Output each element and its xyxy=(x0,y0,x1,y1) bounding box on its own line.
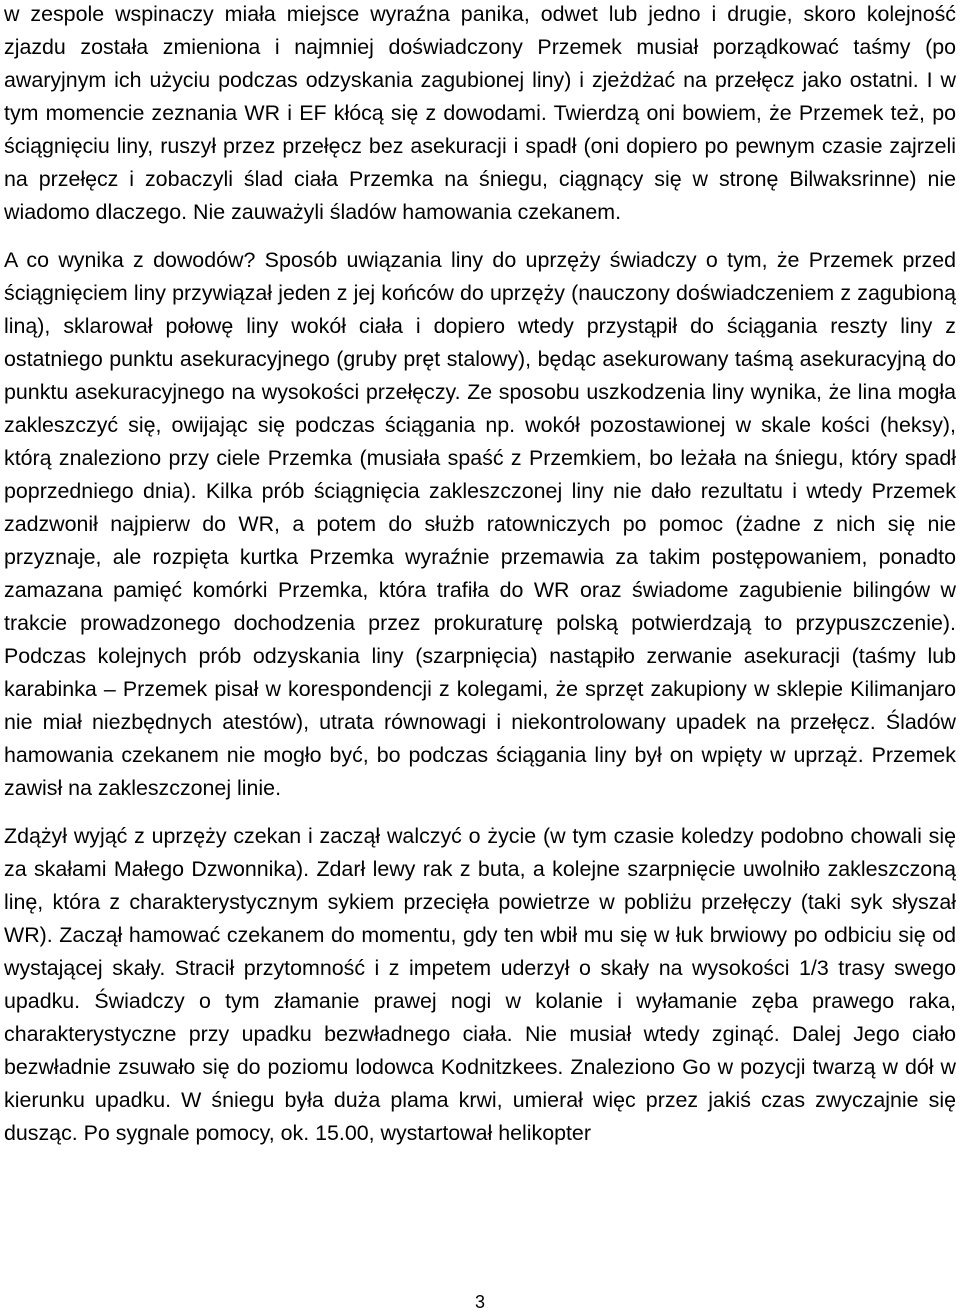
paragraph-fall-description: Zdążył wyjąć z uprzęży czekan i zaczął walczyć o życie (w tym czasie koledzy podobno chowali się za skałami Małego Dzwonnika). Zdarł lewy rak z buta, a kolejne szarpnięcie uwolniło zakleszczoną linę, która z charakterystycznym sykiem przecięła powietrze w pobliżu przełęczy (taki syk słyszał WR). Zaczął hamować czekanem do momentu, gdy ten wbił mu się w łuk brwiowy po odbiciu się od wystającej skały. Stracił przytomność i z impetem uderzył o skały na wysokości 1/3 trasy swego upadku. Świadczy o tym złamanie prawej nogi w kolanie i wyłamanie zęba prawego raka, charakterystyczne przy upadku bezwładnego ciała. Nie musiał wtedy zginąć. Dalej Jego ciało bezwładnie zsuwało się do poziomu lodowca Kodnitzkees. Znaleziono Go w pozycji twarzą w dół w kierunku upadku. W śniegu była duża plama krwi, umierał więc przez jakiś czas zwyczajnie się dusząc. Po sygnale pomocy, ok. 15.00, wystartował helikopter xyxy=(4,824,956,1145)
page-number: 3 xyxy=(474,1292,485,1312)
paragraph-evidence-analysis: A co wynika z dowodów? Sposób uwiązania liny do uprzęży świadczy o tym, że Przemek przed ściągnięciem liny przywiązał jeden z jej końców do uprzęży (nauczony doświadczeniem z zagubioną liną), sklarował połowę liny wokół ciała i dopiero wtedy przystąpił do ściągania reszty liny z ostatniego punktu asekuracyjnego (gruby pręt stalowy), będąc asekurowany taśmą asekuracyjną do punktu asekuracyjnego na wysokości przełęczy. Ze sposobu uszkodzenia liny wynika, że lina mogła zakleszczyć się, owijając się podczas ściągania np. wokół pozostawionej w skale kości (heksy), którą znaleziono przy ciele Przemka (musiała spaść z Przemkiem, bo leżała na śniegu, który spadł poprzedniego dnia). Kilka prób ściągnięcia zakleszczonej liny nie dało rezultatu i wtedy Przemek zadzwonił najpierw do WR, a potem do służb ratowniczych po pomoc (żadne z nich się nie przyznaje, ale rozpięta kurtka Przemka wyraźnie przemawia za takim postępowaniem, ponadto zamazana pamięć komórki Przemka, która trafiła do WR oraz świadome zagubienie bilingów w trakcie prowadzonego dochodzenia przez prokuraturę polską potwierdzają to przypuszczenie). Podczas kolejnych prób odzyskania liny (szarpnięcia) nastąpiło zerwanie asekuracji (taśmy lub karabinka – Przemek pisał w korespondencji z kolegami, że sprzęt zakupiony w sklepie Kilimanjaro nie miał niezbędnych atestów), utrata równowagi i niekontrolowany upadek na przełęcz. Śladów hamowania czekanem nie mogło być, bo podczas ściągania liny był on wpięty w uprząż. Przemek zawisł na zakleszczonej linie. xyxy=(4,248,956,800)
paragraph-panic-and-testimony: w zespole wspinaczy miała miejsce wyraźna panika, odwet lub jedno i drugie, skoro kolejność zjazdu została zmieniona i najmniej doświadczony Przemek musiał porządkować taśmy (po awaryjnym ich użyciu podczas odzyskania zagubionej liny) i zjeżdżać na przełęcz jako ostatni. I w tym momencie zeznania WR i EF kłócą się z dowodami. Twierdzą oni bowiem, że Przemek też, po ściągnięciu liny, ruszył przez przełęcz bez asekuracji i spadł (oni dopiero po pewnym czasie zajrzeli na przełęcz i zobaczyli ślad ciała Przemka na śniegu, ciągnący się w stronę Bilwaksrinne) nie wiadomo dlaczego. Nie zauważyli śladów hamowania czekanem. xyxy=(4,2,956,224)
document-body xyxy=(4,0,956,1150)
